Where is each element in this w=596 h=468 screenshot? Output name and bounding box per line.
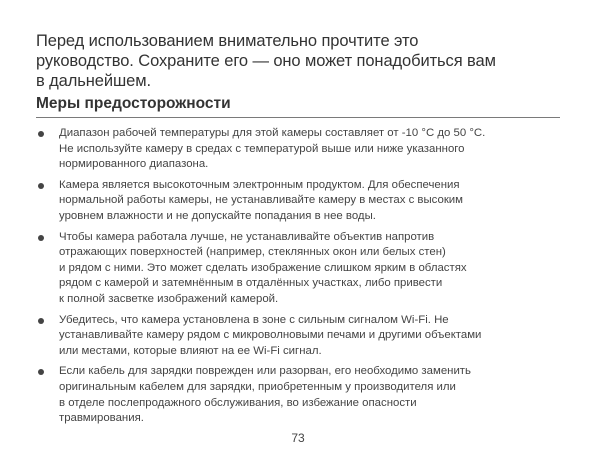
- list-item-line: Диапазон рабочей температуры для этой камеры составляет от -10 °C до 50 °C.: [59, 127, 486, 139]
- bullet-icon: [38, 183, 44, 189]
- list-item: [36, 230, 560, 308]
- page-number: 73: [291, 431, 305, 445]
- list-item-line: или местами, которые влияют на ее Wi-Fi сигнал.: [59, 344, 322, 357]
- list-item-line: уровнем влажности и не допускайте попадания в нее воды.: [59, 209, 376, 222]
- list-item-line: нормированного диапазона.: [59, 158, 209, 171]
- list-item-line: к полной засветке изображений камерой.: [59, 292, 279, 305]
- list-item-line: Камера является высокоточным электронным продуктом. Для обеспечения: [59, 178, 460, 191]
- list-item: [36, 178, 560, 225]
- list-item-line: травмирования.: [59, 412, 144, 425]
- list-item: [36, 126, 560, 173]
- list-item: [36, 364, 560, 426]
- list-item-line: устанавливайте камеру рядом с микроволновыми печами и другими объектами: [59, 329, 482, 342]
- list-item-line: Не используйте камеру в средах с температурой выше или ниже указанного: [59, 142, 465, 155]
- list-item-line: отражающих поверхностей (например, стеклянных окон или белых стен): [59, 246, 446, 259]
- precautions-list: [36, 126, 560, 427]
- list-item-line: Если кабель для зарядки поврежден или разорван, его необходимо заменить: [59, 365, 471, 378]
- intro-paragraph: [36, 31, 560, 91]
- section-title: Меры предосторожности: [36, 94, 560, 118]
- manual-page: [36, 31, 560, 432]
- bullet-icon: [38, 131, 44, 137]
- bullet-icon: [38, 235, 44, 241]
- intro-line: в дальнейшем.: [36, 72, 151, 90]
- list-item-line: Убедитесь, что камера установлена в зоне с сильным сигналом Wi-Fi. Не: [59, 313, 449, 326]
- intro-line: Перед использованием внимательно прочтите это: [36, 32, 419, 50]
- bullet-icon: [38, 318, 44, 324]
- list-item-line: рядом с камерой и затемнённым в отдалённых участках, либо привести: [59, 277, 443, 290]
- list-item-line: Чтобы камера работала лучше, не устанавливайте объектив напротив: [59, 230, 435, 243]
- list-item-line: и рядом с ними. Это может сделать изображение слишком ярким в областях: [59, 261, 467, 274]
- list-item: [36, 313, 560, 360]
- list-item-line: оригинальным кабелем для зарядки, приобретенным у производителя или: [59, 380, 456, 393]
- bullet-icon: [38, 369, 44, 375]
- intro-line: руководство. Сохраните его — оно может понадобиться вам: [36, 52, 496, 70]
- list-item-line: в отделе послепродажного обслуживания, во избежание опасности: [59, 396, 417, 409]
- list-item-line: нормальной работы камеры, не устанавливайте камеру в местах с высоким: [59, 194, 463, 207]
